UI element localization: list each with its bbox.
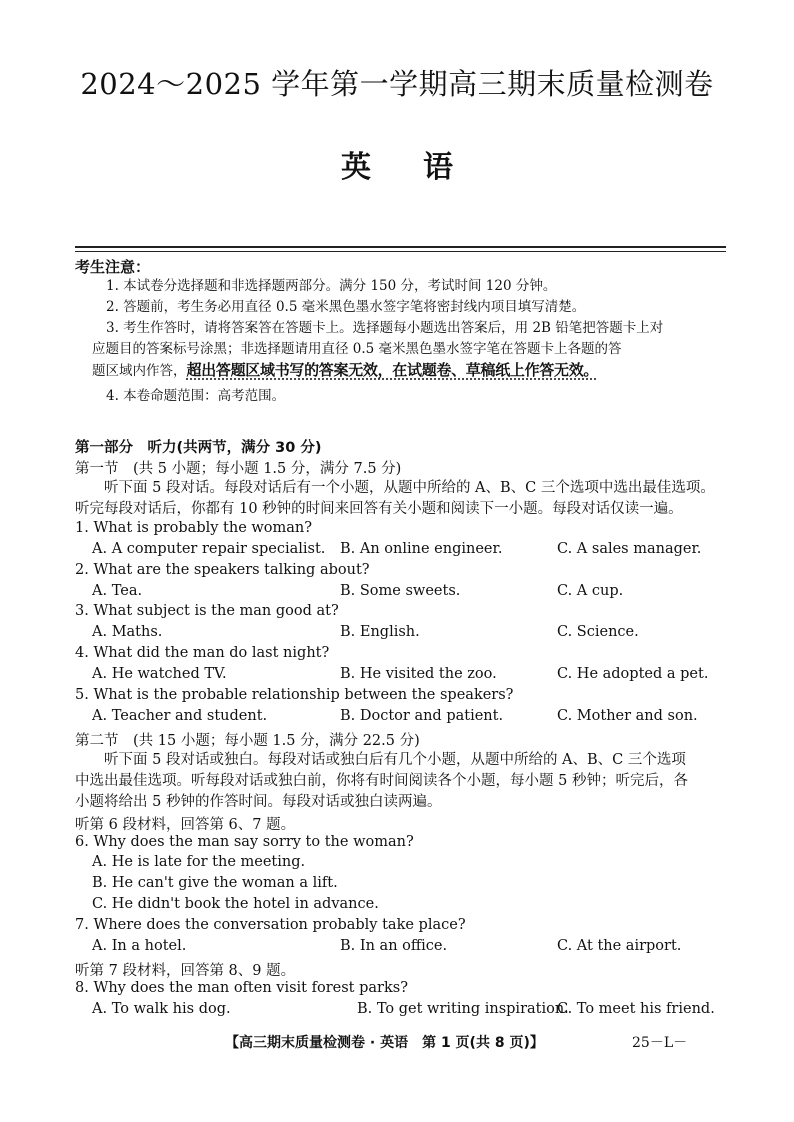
q2-option-c: C. A cup. [557,583,624,599]
q6-option-a: A. He is late for the meeting. [92,854,306,870]
q7-option-c: C. At the airport. [557,938,682,954]
notice-item-3-line3 [92,360,728,382]
q2-stem: 2. What are the speakers talking about? [75,562,370,578]
q8-option-a: A. To walk his dog. [92,1001,231,1017]
q1-stem: 1. What is probably the woman? [75,520,313,536]
q2-option-a: A. Tea. [92,583,143,599]
notice-item-1: 1. 本试卷分选择题和非选择题两部分。满分 150 分，考试时间 120 分钟。 [106,278,557,294]
q1-option-c: C. A sales manager. [557,541,702,557]
q8-option-b: B. To get writing inspiration. [357,1001,569,1017]
q1-option-a: A. A computer repair specialist. [92,541,326,557]
subject-title: 英语 [341,150,505,185]
q5-option-b: B. Doctor and patient. [340,708,504,724]
section2-instructions-1: 听下面 5 段对话或独白。每段对话或独白后有几个小题，从题中所给的 A、B、C 三个选项 [104,752,686,768]
section1-instructions-1: 听下面 5 段对话。每段对话后有一个小题，从题中所给的 A、B、C 三个选项中选出最佳选项。 [104,480,715,496]
footer-code: 25－L－ [632,1035,688,1051]
q7-option-b: B. In an office. [340,938,448,954]
q3-option-a: A. Maths. [92,624,163,640]
divider-thin [75,251,726,252]
section1-instructions-2: 听完每段对话后，你都有 10 秒钟的时间来回答有关小题和阅读下一小题。每段对话仅读一遍。 [75,501,683,517]
notice-emphasis: 超出答题区域书写的答案无效，在试题卷、草稿纸上作答无效。 [186,361,599,379]
q3-option-c: C. Science. [557,624,639,640]
q4-option-c: C. He adopted a pet. [557,666,709,682]
q2-option-b: B. Some sweets. [340,583,461,599]
material-6-label: 听第 6 段材料，回答第 6、7 题。 [75,817,296,833]
q7-option-a: A. In a hotel. [92,938,187,954]
q6-option-c: C. He didn't book the hotel in advance. [92,896,379,912]
notice-item-3-text: 题区域内作答， [92,363,187,379]
section2-instructions-3: 小题将给出 5 秒钟的作答时间。每段对话或独白读两遍。 [75,794,442,810]
exam-title: 2024～2025 学年第一学期高三期末质量检测卷 [80,67,714,101]
notice-item-4: 4. 本卷命题范围：高考范围。 [106,388,286,404]
q3-stem: 3. What subject is the man good at? [75,603,339,619]
section1-heading: 第一节 (共 5 小题；每小题 1.5 分，满分 7.5 分) [75,461,402,477]
q4-option-b: B. He visited the zoo. [340,666,497,682]
q5-stem: 5. What is the probable relationship between the speakers? [75,687,514,703]
section2-heading: 第二节 (共 15 小题；每小题 1.5 分，满分 22.5 分) [75,733,420,749]
q6-stem: 6. Why does the man say sorry to the woman? [75,834,414,850]
q6-option-b: B. He can't give the woman a lift. [92,875,338,891]
q1-option-b: B. An online engineer. [340,541,503,557]
q7-stem: 7. Where does the conversation probably take place? [75,917,466,933]
notice-heading: 考生注意： [75,258,151,276]
footer-label: 【高三期末质量检测卷 · 英语 第 1 页(共 8 页)】 [225,1035,544,1051]
q4-stem: 4. What did the man do last night? [75,645,330,661]
q4-option-a: A. He watched TV. [92,666,227,682]
material-7-label: 听第 7 段材料，回答第 8、9 题。 [75,963,296,979]
notice-item-2: 2. 答题前，考生务必用直径 0.5 毫米黑色墨水签字笔将密封线内项目填写清楚。 [106,299,586,315]
q5-option-c: C. Mother and son. [557,708,698,724]
notice-item-3-line2: 应题目的答案标号涂黑；非选择题请用直径 0.5 毫米黑色墨水签字笔在答题卡上各题的答 [92,341,622,357]
part1-heading: 第一部分 听力(共两节，满分 30 分) [75,440,322,456]
q5-option-a: A. Teacher and student. [92,708,268,724]
notice-item-3-line1: 3. 考生作答时，请将答案答在答题卡上。选择题每小题选出答案后，用 2B 铅笔把答题卡上对 [106,320,664,336]
divider-thick [75,246,726,248]
q8-option-c: C. To meet his friend. [557,1001,715,1017]
section2-instructions-2: 中选出最佳选项。听每段对话或独白前，你将有时间阅读各个小题，每小题 5 秒钟；听完后，各 [75,773,688,789]
q8-stem: 8. Why does the man often visit forest parks? [75,980,408,996]
q3-option-b: B. English. [340,624,420,640]
